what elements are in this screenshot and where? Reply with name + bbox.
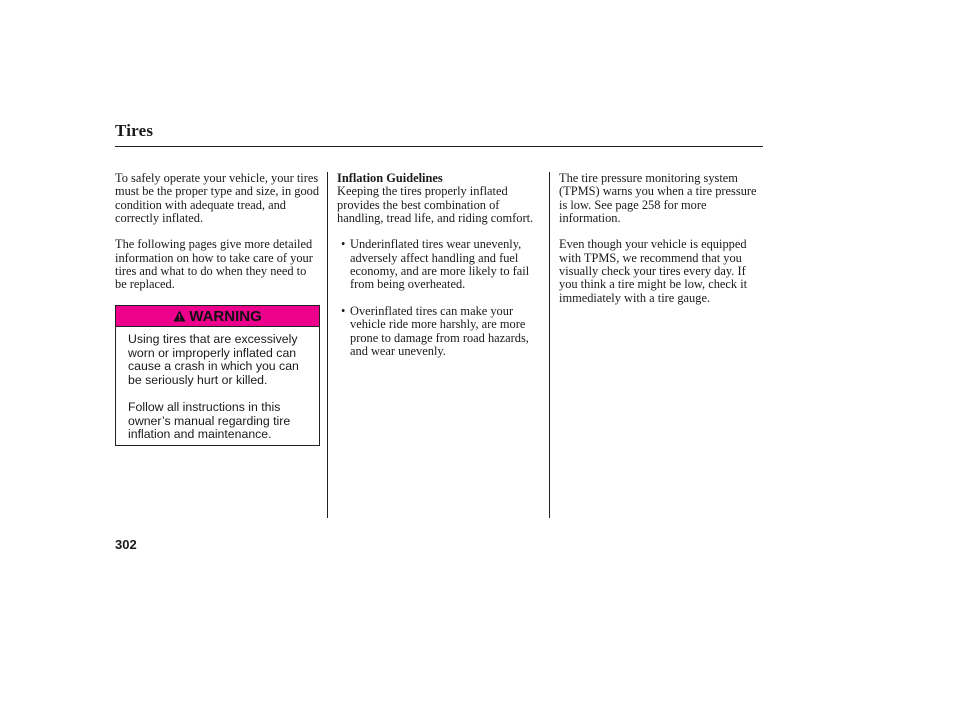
tpms-paragraph: The tire pressure monitoring system (TPMS) warns you when a tire pressure is low. See page 258 for more information. xyxy=(559,171,757,225)
column-intro xyxy=(115,172,320,305)
warning-header xyxy=(116,306,319,327)
warning-paragraph: Follow all instructions in this owner’s manual regarding tire inflation and maintenance. xyxy=(128,399,291,442)
warning-triangle-icon xyxy=(173,310,186,322)
bullet-icon: • xyxy=(341,237,346,252)
warning-body xyxy=(116,327,319,442)
list-item xyxy=(337,305,542,358)
page-number: 302 xyxy=(115,537,137,552)
bullet-icon: • xyxy=(341,303,346,318)
list-item xyxy=(337,238,542,291)
list-item-text: Overinflated tires can make your vehicle ride more harshly, are more prone to damage from road hazards, and wear unevenly. xyxy=(350,303,529,358)
warning-paragraph: Using tires that are excessively worn or improperly inflated can cause a crash in which you can be seriously hurt or killed. xyxy=(128,332,299,387)
section-intro: Keeping the tires properly inflated provides the best combination of handling, tread life, and riding comfort. xyxy=(337,184,534,225)
column-divider-2 xyxy=(549,172,550,518)
page-title: Tires xyxy=(115,121,154,140)
bullet-list xyxy=(337,238,542,358)
list-item-text: Underinflated tires wear unevenly, adversely affect handling and fuel economy, and are more likely to fail from being overheated. xyxy=(350,237,530,292)
tpms-paragraph: Even though your vehicle is equipped with TPMS, we recommend that you visually check your tires every day. If you think a tire might be low, check it immediately with a tire gauge. xyxy=(559,237,748,305)
column-tpms xyxy=(559,172,764,318)
warning-label: WARNING xyxy=(189,307,262,325)
column-divider-1 xyxy=(327,172,328,518)
warning-box xyxy=(115,305,320,446)
section-heading: Inflation Guidelines xyxy=(337,171,443,185)
column-inflation-guidelines xyxy=(337,172,542,371)
intro-paragraph: The following pages give more detailed information on how to take care of your tires and what to do when they need to be replaced. xyxy=(115,237,313,292)
intro-paragraph: To safely operate your vehicle, your tires must be the proper type and size, in good condition with adequate tread, and correctly inflated. xyxy=(115,171,320,225)
title-divider xyxy=(115,146,763,147)
